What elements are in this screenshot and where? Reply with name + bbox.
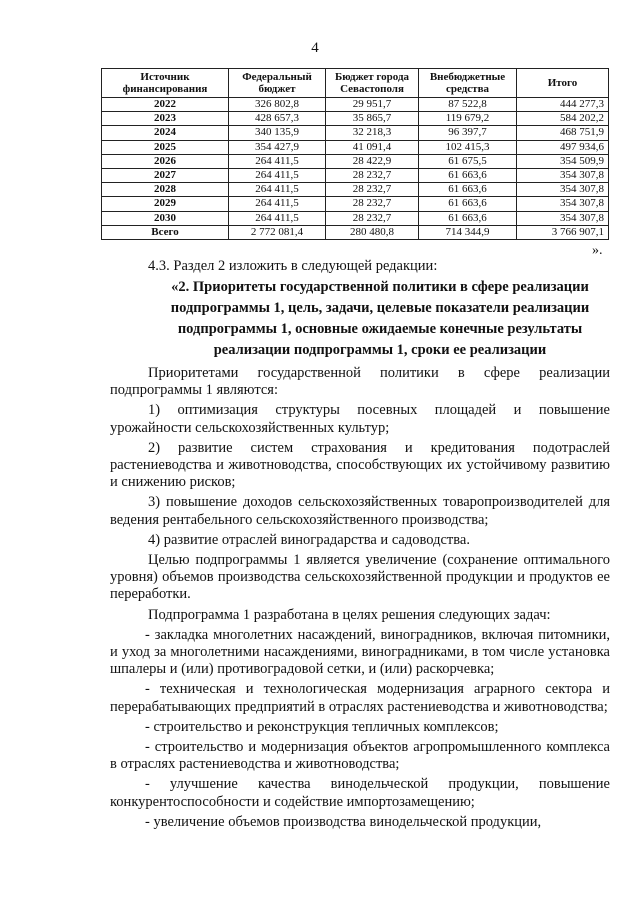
city-budget-cell: 28 422,9 xyxy=(326,154,419,168)
task-item: - строительство и реконструкция тепличных комплексов; xyxy=(145,718,499,735)
federal-cell: 264 411,5 xyxy=(229,183,326,197)
year-cell: 2027 xyxy=(102,169,229,183)
page-number: 4 xyxy=(311,40,319,56)
extrabudget-cell: 61 663,6 xyxy=(419,211,517,225)
total-cell: 354 509,9 xyxy=(517,154,609,168)
table-row xyxy=(102,197,609,211)
financing-table xyxy=(101,68,609,240)
federal-cell: 326 802,8 xyxy=(229,98,326,112)
total-cell: 354 307,8 xyxy=(517,211,609,225)
extrabudget-total-cell: 714 344,9 xyxy=(419,225,517,239)
task-item: - увеличение объемов производства винодельческой продукции, xyxy=(145,813,542,830)
federal-cell: 428 657,3 xyxy=(229,112,326,126)
paragraph: 2) развитие систем страхования и кредитования подотраслей растениеводства и животноводства, способствующих их устойчивому развитию и снижению рисков; xyxy=(110,439,610,491)
city-budget-cell: 41 091,4 xyxy=(326,140,419,154)
total-cell: 468 751,9 xyxy=(517,126,609,140)
extrabudget-cell: 61 675,5 xyxy=(419,154,517,168)
total-cell: 354 307,8 xyxy=(517,183,609,197)
year-cell: 2030 xyxy=(102,211,229,225)
table-row xyxy=(102,98,609,112)
federal-cell: 264 411,5 xyxy=(229,169,326,183)
document-body xyxy=(110,365,610,834)
extrabudget-cell: 87 522,8 xyxy=(419,98,517,112)
task-item: - строительство и модернизация объектов агропромышленного комплекса в отраслях растениеводства и животноводства; xyxy=(110,739,610,773)
column-header: Внебюджетные средства xyxy=(419,69,517,98)
column-header: Итого xyxy=(517,69,609,98)
federal-cell: 340 135,9 xyxy=(229,126,326,140)
federal-cell: 354 427,9 xyxy=(229,140,326,154)
closing-quote: ». xyxy=(592,243,603,258)
federal-cell: 264 411,5 xyxy=(229,154,326,168)
extrabudget-cell: 61 663,6 xyxy=(419,197,517,211)
city-budget-cell: 28 232,7 xyxy=(326,183,419,197)
total-cell: 584 202,2 xyxy=(517,112,609,126)
extrabudget-cell: 61 663,6 xyxy=(419,169,517,183)
table-header-row xyxy=(102,69,609,98)
paragraph: 4) развитие отраслей виноградарства и садоводства. xyxy=(148,531,470,548)
table-row xyxy=(102,140,609,154)
section-heading: «2. Приоритеты государственной политики в сфере реализации подпрограммы 1, цель, задачи, целевые показатели реализации подпрограммы 1, основные ожидаемые конечные результаты реализации подпрограммы 1, сроки ее реализации xyxy=(170,279,590,358)
paragraph: 3) повышение доходов сельскохозяйственных товаропроизводителей для ведения рентабельного сельскохозяйственного производства; xyxy=(110,494,610,528)
year-cell: 2023 xyxy=(102,112,229,126)
table-row xyxy=(102,211,609,225)
task-item: - техническая и технологическая модернизация аграрного сектора и перерабатывающих предприятий в отраслях растениеводства и животноводства; xyxy=(110,681,610,715)
grand-total-cell: 3 766 907,1 xyxy=(517,225,609,239)
city-budget-cell: 28 232,7 xyxy=(326,211,419,225)
year-cell: 2029 xyxy=(102,197,229,211)
year-cell: 2024 xyxy=(102,126,229,140)
extrabudget-cell: 119 679,2 xyxy=(419,112,517,126)
federal-cell: 264 411,5 xyxy=(229,211,326,225)
paragraph: 1) оптимизация структуры посевных площадей и повышение урожайности сельскохозяйственных культур; xyxy=(110,402,610,436)
column-header: Источник финансирования xyxy=(102,69,229,98)
city-budget-total-cell: 280 480,8 xyxy=(326,225,419,239)
table-row xyxy=(102,126,609,140)
city-budget-cell: 28 232,7 xyxy=(326,197,419,211)
city-budget-cell: 35 865,7 xyxy=(326,112,419,126)
total-cell: 354 307,8 xyxy=(517,169,609,183)
federal-total-cell: 2 772 081,4 xyxy=(229,225,326,239)
paragraph: Подпрограмма 1 разработана в целях решения следующих задач: xyxy=(148,606,551,623)
year-cell: 2022 xyxy=(102,98,229,112)
extrabudget-cell: 102 415,3 xyxy=(419,140,517,154)
task-item: - закладка многолетних насаждений, виноградников, включая питомники, и уход за многолетними насаждениями, виноградниками, в том числе установка шпалеры и (или) противоградовой сетки, и (или) раскорчевка; xyxy=(110,626,610,678)
city-budget-cell: 29 951,7 xyxy=(326,98,419,112)
city-budget-cell: 28 232,7 xyxy=(326,169,419,183)
total-cell: 354 307,8 xyxy=(517,197,609,211)
table-row xyxy=(102,169,609,183)
column-header: Бюджет города Севастополя xyxy=(326,69,419,98)
total-cell: 444 277,3 xyxy=(517,98,609,112)
year-cell: 2025 xyxy=(102,140,229,154)
total-cell: 497 934,6 xyxy=(517,140,609,154)
total-label: Всего xyxy=(102,225,229,239)
table-total-row xyxy=(102,225,609,239)
year-cell: 2026 xyxy=(102,154,229,168)
year-cell: 2028 xyxy=(102,183,229,197)
extrabudget-cell: 61 663,6 xyxy=(419,183,517,197)
column-header: Федеральный бюджет xyxy=(229,69,326,98)
paragraph: Приоритетами государственной политики в сфере реализации подпрограммы 1 являются: xyxy=(110,365,610,399)
extrabudget-cell: 96 397,7 xyxy=(419,126,517,140)
table-row xyxy=(102,183,609,197)
city-budget-cell: 32 218,3 xyxy=(326,126,419,140)
federal-cell: 264 411,5 xyxy=(229,197,326,211)
task-item: - улучшение качества винодельческой продукции, повышение конкурентоспособности и содействие импортозамещению; xyxy=(110,776,610,810)
table-row xyxy=(102,154,609,168)
amendment-instruction: 4.3. Раздел 2 изложить в следующей редакции: xyxy=(148,258,438,274)
table-row xyxy=(102,112,609,126)
paragraph: Целью подпрограммы 1 является увеличение (сохранение оптимального уровня) объемов производства сельскохозяйственной продукции и продуктов ее переработки. xyxy=(110,552,610,603)
